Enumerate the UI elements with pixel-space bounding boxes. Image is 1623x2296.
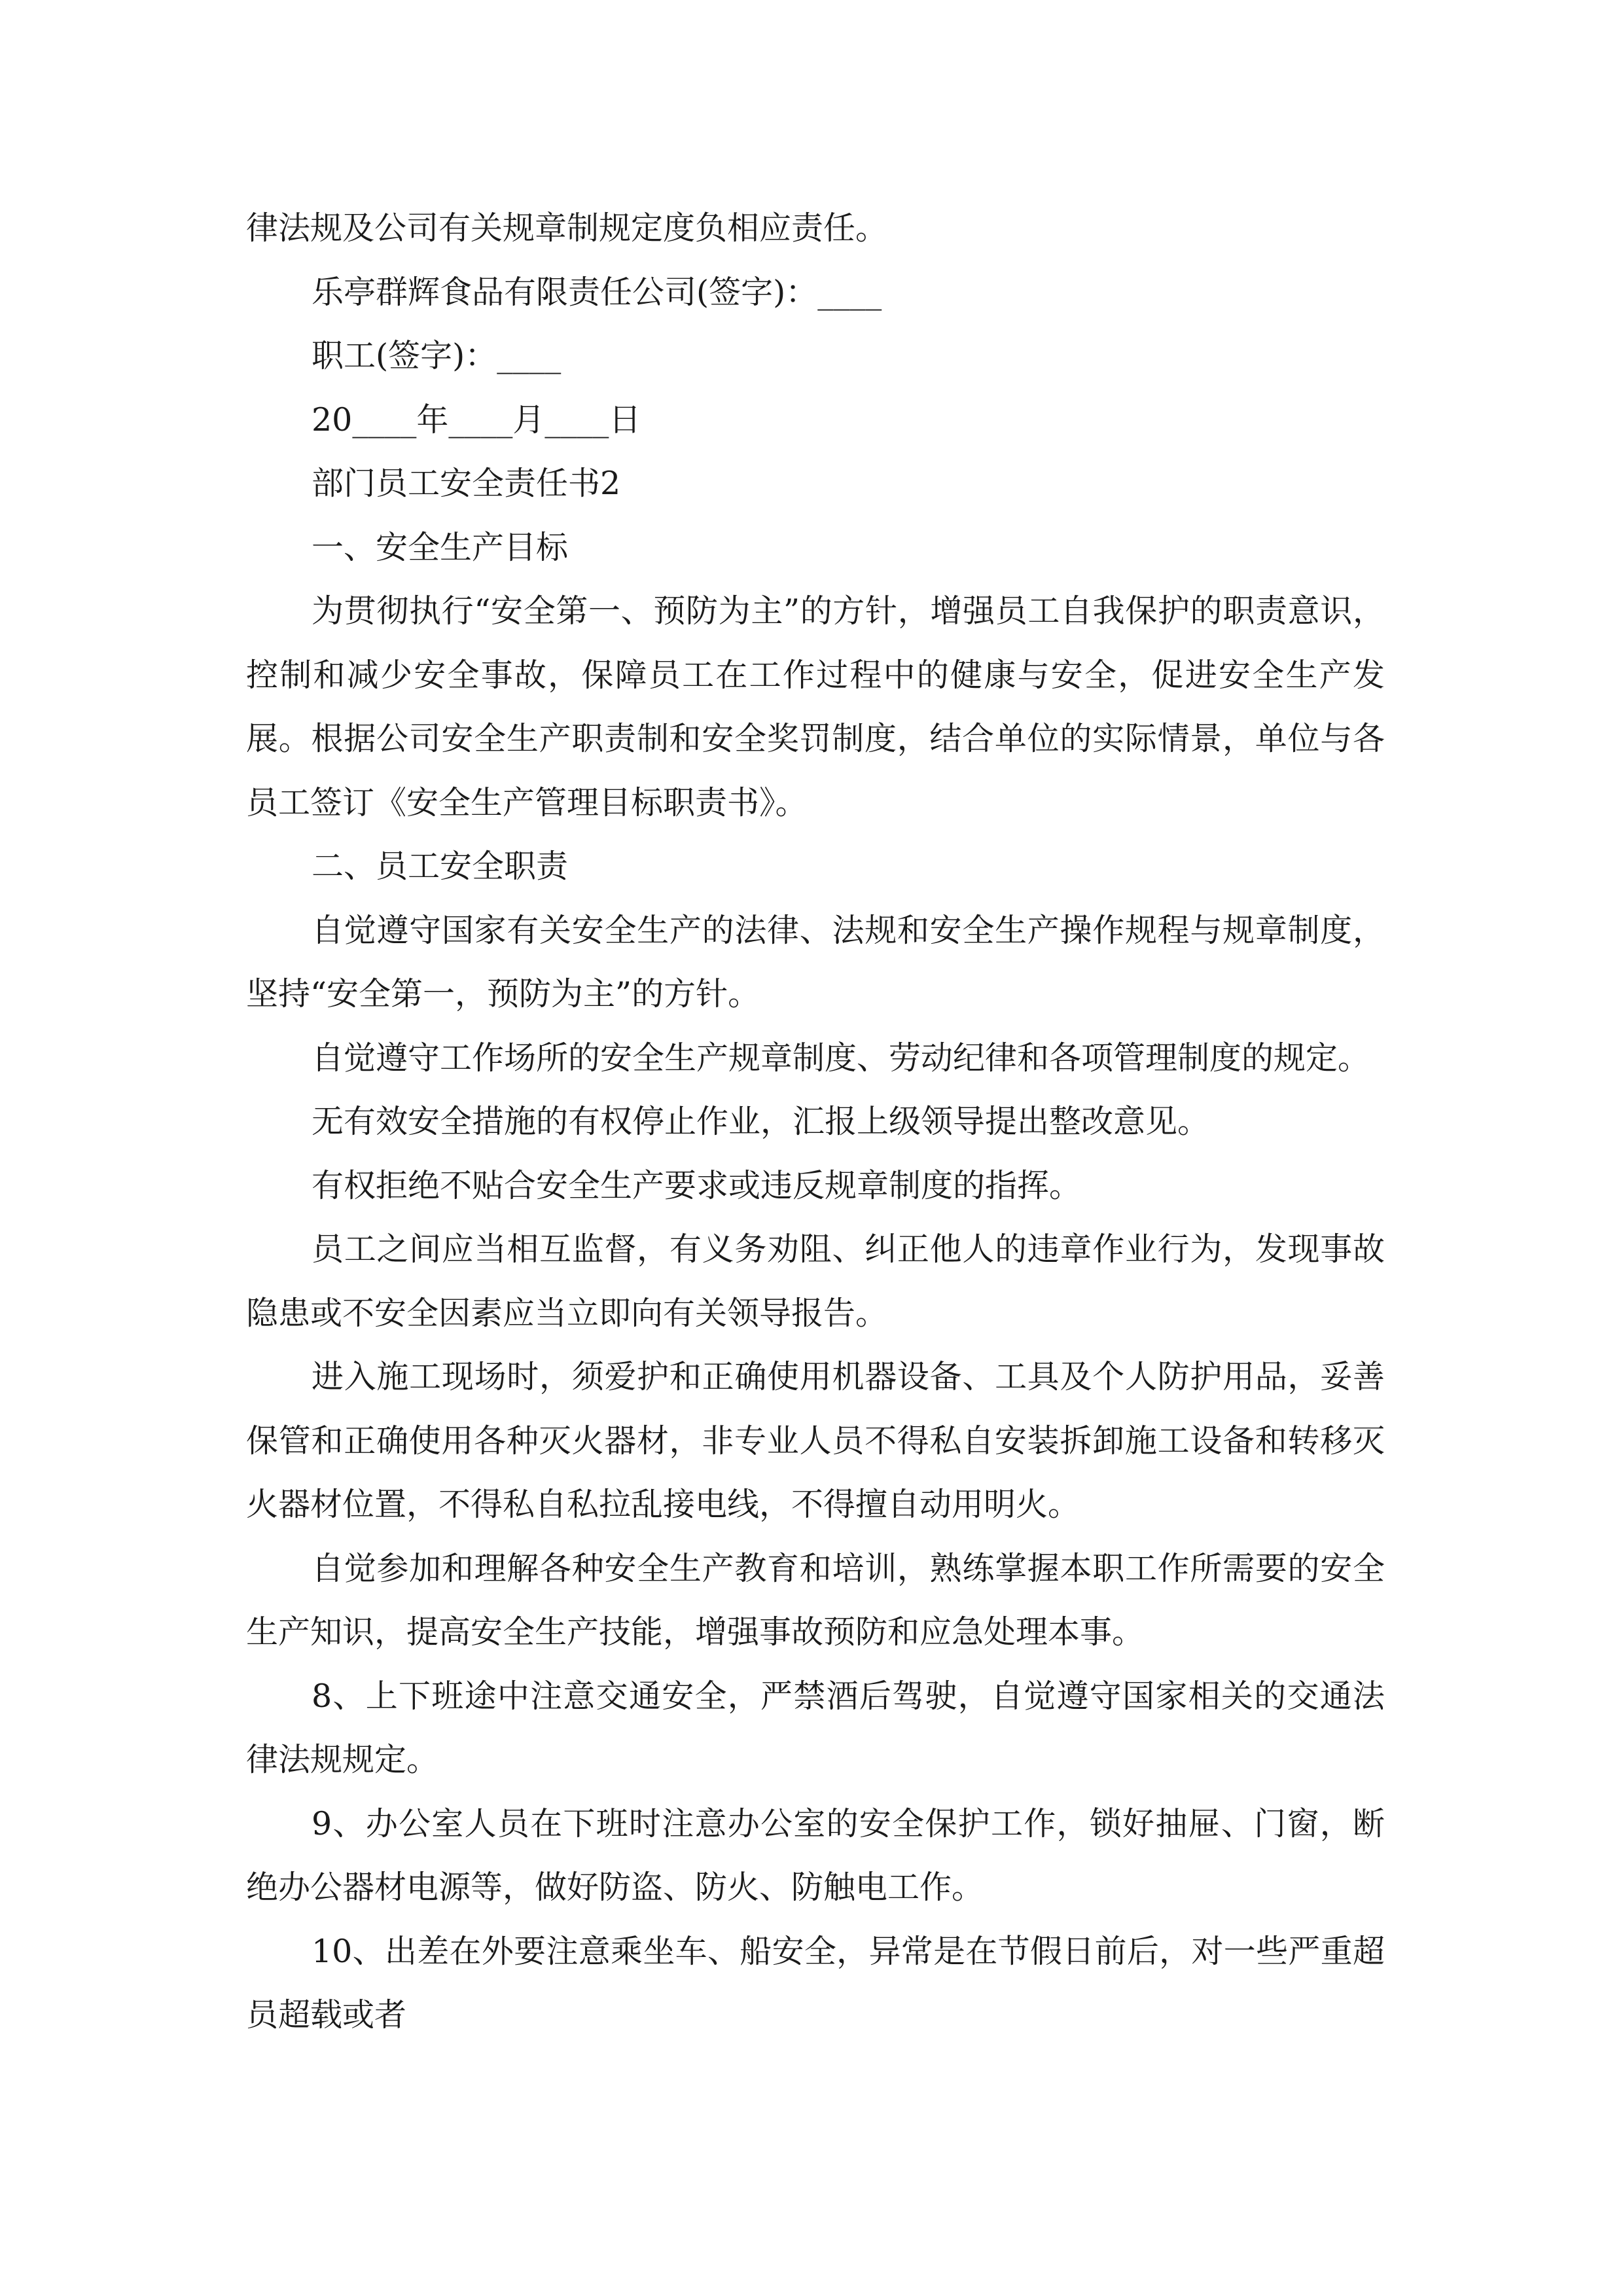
- paragraph-continuation: 律法规及公司有关规章制规定度负相应责任。: [246, 209, 888, 247]
- duty-item: 自觉遵守国家有关安全生产的法律、法规和安全生产操作规程与规章制度，坚持“安全第一，预防为主”的方针。: [246, 911, 1385, 1013]
- duty-item: 进入施工现场时，须爱护和正确使用机器设备、工具及个人防护用品，妥善保管和正确使用各种灭火器材，非专业人员不得私自安装拆卸施工设备和转移灭火器材位置，不得私自私拉乱接电线，不得擅自动用明火。: [246, 1358, 1385, 1523]
- employee-signature-line: 职工(签字)：____: [312, 337, 562, 374]
- duty-item: 自觉遵守工作场所的安全生产规章制度、劳动纪律和各项管理制度的规定。: [312, 1039, 1370, 1077]
- duty-item: 员工之间应当相互监督，有义务劝阻、纠正他人的违章作业行为，发现事故隐患或不安全因素应当立即向有关领导报告。: [246, 1230, 1385, 1332]
- company-signature-line: 乐亭群辉食品有限责任公司(签字)：____: [312, 273, 882, 311]
- duty-item: 自觉参加和理解各种安全生产教育和培训，熟练掌握本职工作所需要的安全生产知识，提高安全生产技能，增强事故预防和应急处理本事。: [246, 1549, 1385, 1651]
- duty-item: 无有效安全措施的有权停止作业，汇报上级领导提出整改意见。: [312, 1103, 1210, 1140]
- section-heading-duties: 二、员工安全职责: [312, 848, 569, 885]
- paragraph-goals: 为贯彻执行“安全第一、预防为主”的方针，增强员工自我保护的职责意识，控制和减少安全事故，保障员工在工作过程中的健康与安全，促进安全生产发展。根据公司安全生产职责制和安全奖罚制度，结合单位的实际情景，单位与各员工签订《安全生产管理目标职责书》。: [246, 592, 1385, 821]
- document-section-title: 部门员工安全责任书2: [312, 465, 621, 502]
- section-heading-goals: 一、安全生产目标: [312, 528, 569, 566]
- duty-item: 10、出差在外要注意乘坐车、船安全，异常是在节假日前后，对一些严重超员超载或者: [246, 1932, 1385, 2034]
- duty-item: 有权拒绝不贴合安全生产要求或违反规章制度的指挥。: [312, 1166, 1082, 1204]
- date-line: 20____年____月____日: [312, 401, 641, 439]
- duty-item: 8、上下班途中注意交通安全，严禁酒后驾驶，自觉遵守国家相关的交通法律法规规定。: [246, 1677, 1385, 1778]
- duty-item: 9、办公室人员在下班时注意办公室的安全保护工作，锁好抽屉、门窗，断绝办公器材电源等，做好防盗、防火、防触电工作。: [246, 1804, 1385, 1906]
- document-body: [246, 196, 1385, 2047]
